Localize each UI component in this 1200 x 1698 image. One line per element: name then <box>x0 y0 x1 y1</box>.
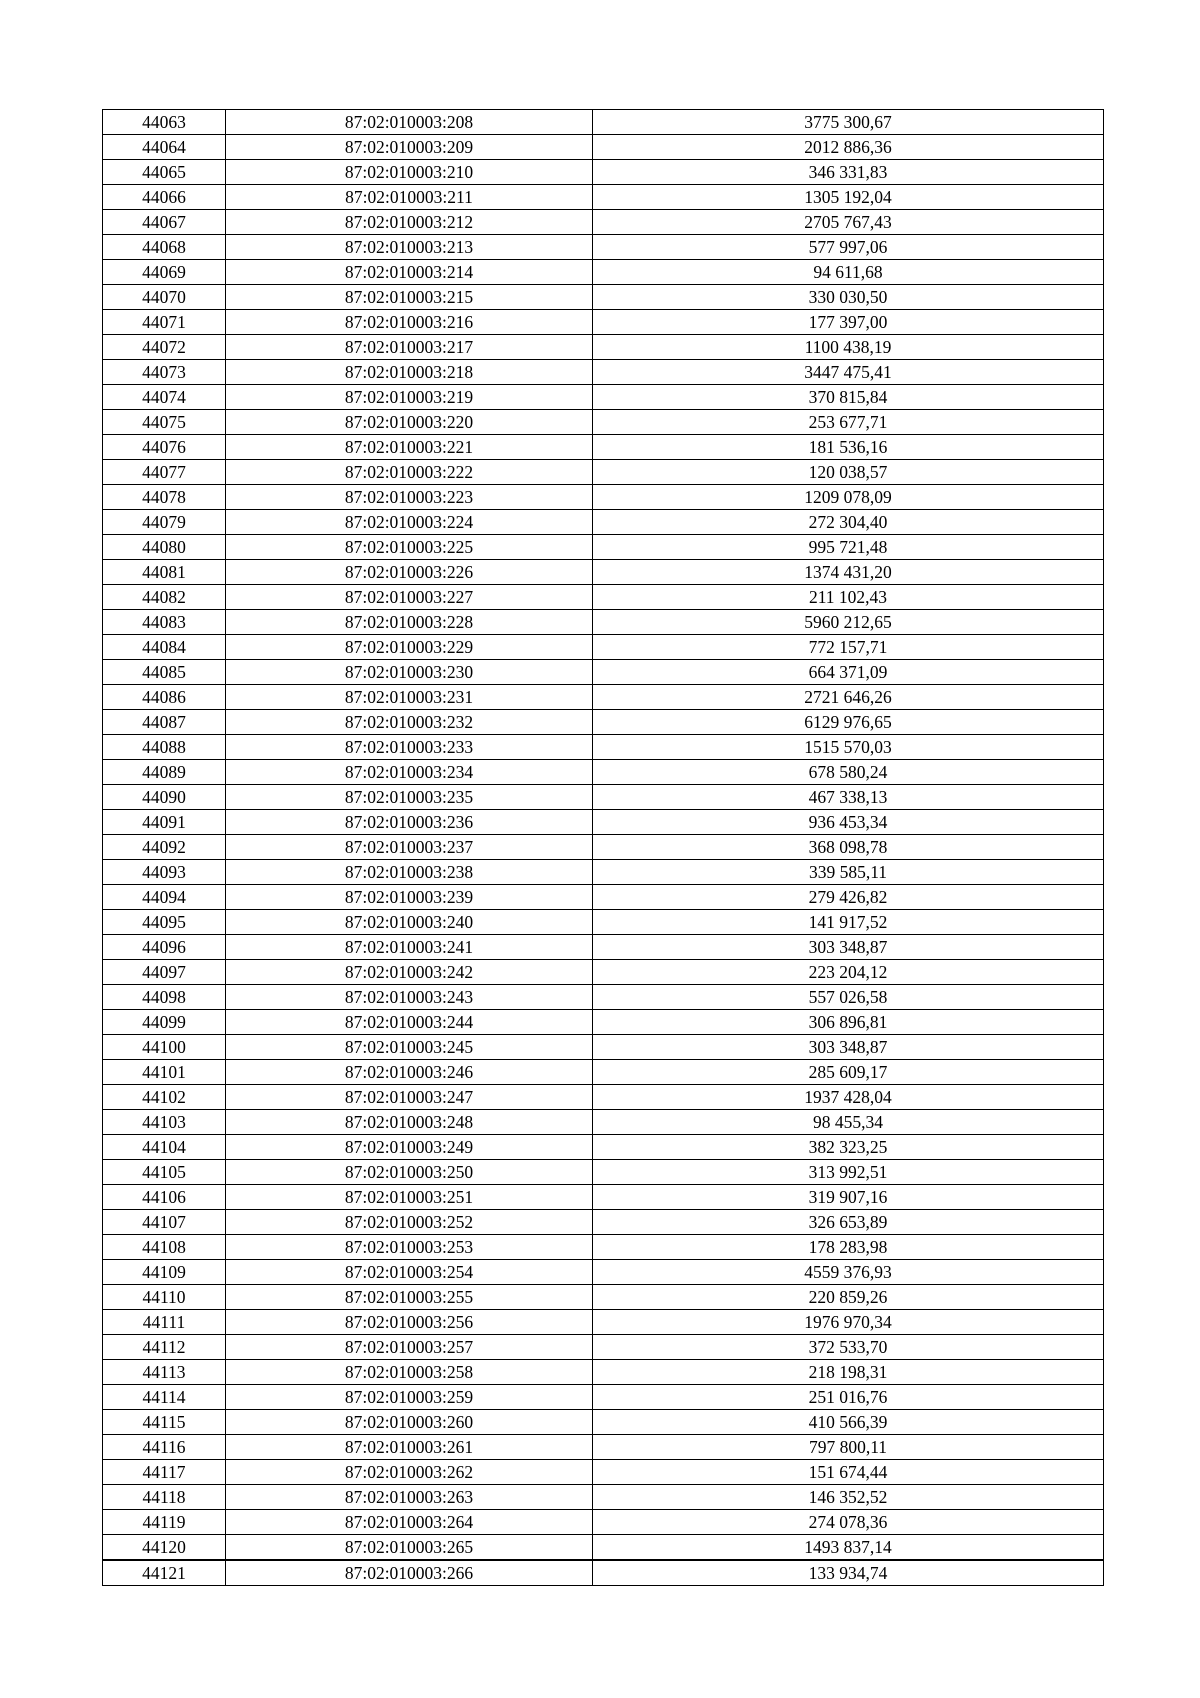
table-row <box>103 210 1104 235</box>
row-number-cell: 44089 <box>103 760 226 785</box>
cadastral-value-cell: 274 078,36 <box>593 1510 1104 1535</box>
table-row <box>103 885 1104 910</box>
cadastral-value-cell: 372 533,70 <box>593 1335 1104 1360</box>
table-row <box>103 1410 1104 1435</box>
cadastral-value-cell: 2721 646,26 <box>593 685 1104 710</box>
row-number-cell: 44068 <box>103 235 226 260</box>
cadastral-value-cell: 279 426,82 <box>593 885 1104 910</box>
table-row <box>103 1385 1104 1410</box>
row-number-cell: 44065 <box>103 160 226 185</box>
row-number-cell: 44074 <box>103 385 226 410</box>
cadastral-value-cell: 330 030,50 <box>593 285 1104 310</box>
cadastral-value-cell: 272 304,40 <box>593 510 1104 535</box>
registry-table <box>102 109 1104 1586</box>
row-number-cell: 44094 <box>103 885 226 910</box>
cadastral-value-cell: 410 566,39 <box>593 1410 1104 1435</box>
table-row <box>103 960 1104 985</box>
cadastral-value-cell: 306 896,81 <box>593 1010 1104 1035</box>
cadastral-number-cell: 87:02:010003:261 <box>226 1435 593 1460</box>
cadastral-value-cell: 178 283,98 <box>593 1235 1104 1260</box>
row-number-cell: 44093 <box>103 860 226 885</box>
table-row <box>103 860 1104 885</box>
table-row <box>103 1110 1104 1135</box>
cadastral-value-cell: 772 157,71 <box>593 635 1104 660</box>
cadastral-value-cell: 1937 428,04 <box>593 1085 1104 1110</box>
cadastral-value-cell: 467 338,13 <box>593 785 1104 810</box>
table-row <box>103 1260 1104 1285</box>
row-number-cell: 44083 <box>103 610 226 635</box>
cadastral-value-cell: 1374 431,20 <box>593 560 1104 585</box>
table-row <box>103 635 1104 660</box>
cadastral-value-cell: 1305 192,04 <box>593 185 1104 210</box>
row-number-cell: 44101 <box>103 1060 226 1085</box>
cadastral-number-cell: 87:02:010003:217 <box>226 335 593 360</box>
cadastral-value-cell: 995 721,48 <box>593 535 1104 560</box>
cadastral-number-cell: 87:02:010003:236 <box>226 810 593 835</box>
cadastral-value-cell: 664 371,09 <box>593 660 1104 685</box>
cadastral-value-cell: 1100 438,19 <box>593 335 1104 360</box>
cadastral-number-cell: 87:02:010003:245 <box>226 1035 593 1060</box>
cadastral-number-cell: 87:02:010003:237 <box>226 835 593 860</box>
table-row <box>103 285 1104 310</box>
cadastral-number-cell: 87:02:010003:214 <box>226 260 593 285</box>
table-row <box>103 435 1104 460</box>
row-number-cell: 44108 <box>103 1235 226 1260</box>
table-row <box>103 835 1104 860</box>
cadastral-number-cell: 87:02:010003:227 <box>226 585 593 610</box>
row-number-cell: 44120 <box>103 1535 226 1561</box>
table-row <box>103 235 1104 260</box>
registry-table-body <box>103 110 1104 1586</box>
cadastral-value-cell: 3447 475,41 <box>593 360 1104 385</box>
cadastral-value-cell: 339 585,11 <box>593 860 1104 885</box>
table-row <box>103 160 1104 185</box>
row-number-cell: 44104 <box>103 1135 226 1160</box>
row-number-cell: 44090 <box>103 785 226 810</box>
row-number-cell: 44075 <box>103 410 226 435</box>
table-row <box>103 1435 1104 1460</box>
cadastral-value-cell: 1515 570,03 <box>593 735 1104 760</box>
cadastral-value-cell: 557 026,58 <box>593 985 1104 1010</box>
table-row <box>103 385 1104 410</box>
table-row <box>103 1010 1104 1035</box>
table-row <box>103 510 1104 535</box>
table-row <box>103 1560 1104 1586</box>
cadastral-value-cell: 368 098,78 <box>593 835 1104 860</box>
row-number-cell: 44069 <box>103 260 226 285</box>
cadastral-number-cell: 87:02:010003:239 <box>226 885 593 910</box>
row-number-cell: 44085 <box>103 660 226 685</box>
table-row <box>103 1310 1104 1335</box>
table-row <box>103 110 1104 135</box>
row-number-cell: 44086 <box>103 685 226 710</box>
row-number-cell: 44115 <box>103 1410 226 1435</box>
cadastral-value-cell: 313 992,51 <box>593 1160 1104 1185</box>
table-row <box>103 810 1104 835</box>
cadastral-number-cell: 87:02:010003:219 <box>226 385 593 410</box>
row-number-cell: 44096 <box>103 935 226 960</box>
row-number-cell: 44082 <box>103 585 226 610</box>
cadastral-number-cell: 87:02:010003:213 <box>226 235 593 260</box>
row-number-cell: 44098 <box>103 985 226 1010</box>
row-number-cell: 44109 <box>103 1260 226 1285</box>
table-row <box>103 1335 1104 1360</box>
row-number-cell: 44067 <box>103 210 226 235</box>
cadastral-number-cell: 87:02:010003:254 <box>226 1260 593 1285</box>
table-row <box>103 1535 1104 1561</box>
row-number-cell: 44070 <box>103 285 226 310</box>
row-number-cell: 44071 <box>103 310 226 335</box>
cadastral-value-cell: 251 016,76 <box>593 1385 1104 1410</box>
row-number-cell: 44119 <box>103 1510 226 1535</box>
cadastral-number-cell: 87:02:010003:208 <box>226 110 593 135</box>
cadastral-number-cell: 87:02:010003:249 <box>226 1135 593 1160</box>
table-row <box>103 1460 1104 1485</box>
cadastral-value-cell: 678 580,24 <box>593 760 1104 785</box>
row-number-cell: 44117 <box>103 1460 226 1485</box>
cadastral-value-cell: 253 677,71 <box>593 410 1104 435</box>
cadastral-number-cell: 87:02:010003:230 <box>226 660 593 685</box>
cadastral-number-cell: 87:02:010003:238 <box>226 860 593 885</box>
table-row <box>103 710 1104 735</box>
cadastral-value-cell: 151 674,44 <box>593 1460 1104 1485</box>
table-row <box>103 1035 1104 1060</box>
cadastral-value-cell: 4559 376,93 <box>593 1260 1104 1285</box>
table-row <box>103 610 1104 635</box>
cadastral-number-cell: 87:02:010003:257 <box>226 1335 593 1360</box>
cadastral-value-cell: 326 653,89 <box>593 1210 1104 1235</box>
cadastral-value-cell: 220 859,26 <box>593 1285 1104 1310</box>
cadastral-value-cell: 936 453,34 <box>593 810 1104 835</box>
cadastral-number-cell: 87:02:010003:225 <box>226 535 593 560</box>
table-row <box>103 1060 1104 1085</box>
row-number-cell: 44112 <box>103 1335 226 1360</box>
table-row <box>103 1185 1104 1210</box>
cadastral-number-cell: 87:02:010003:215 <box>226 285 593 310</box>
table-row <box>103 335 1104 360</box>
row-number-cell: 44100 <box>103 1035 226 1060</box>
cadastral-number-cell: 87:02:010003:212 <box>226 210 593 235</box>
cadastral-value-cell: 133 934,74 <box>593 1560 1104 1586</box>
table-row <box>103 1285 1104 1310</box>
cadastral-value-cell: 1976 970,34 <box>593 1310 1104 1335</box>
table-row <box>103 310 1104 335</box>
cadastral-number-cell: 87:02:010003:244 <box>226 1010 593 1035</box>
cadastral-number-cell: 87:02:010003:232 <box>226 710 593 735</box>
cadastral-value-cell: 98 455,34 <box>593 1110 1104 1135</box>
cadastral-number-cell: 87:02:010003:221 <box>226 435 593 460</box>
row-number-cell: 44095 <box>103 910 226 935</box>
cadastral-number-cell: 87:02:010003:248 <box>226 1110 593 1135</box>
cadastral-number-cell: 87:02:010003:253 <box>226 1235 593 1260</box>
row-number-cell: 44081 <box>103 560 226 585</box>
cadastral-number-cell: 87:02:010003:264 <box>226 1510 593 1535</box>
cadastral-value-cell: 2012 886,36 <box>593 135 1104 160</box>
cadastral-value-cell: 211 102,43 <box>593 585 1104 610</box>
cadastral-number-cell: 87:02:010003:224 <box>226 510 593 535</box>
table-row <box>103 535 1104 560</box>
row-number-cell: 44105 <box>103 1160 226 1185</box>
cadastral-number-cell: 87:02:010003:218 <box>226 360 593 385</box>
row-number-cell: 44092 <box>103 835 226 860</box>
row-number-cell: 44073 <box>103 360 226 385</box>
cadastral-value-cell: 2705 767,43 <box>593 210 1104 235</box>
cadastral-number-cell: 87:02:010003:256 <box>226 1310 593 1335</box>
row-number-cell: 44113 <box>103 1360 226 1385</box>
cadastral-number-cell: 87:02:010003:252 <box>226 1210 593 1235</box>
row-number-cell: 44063 <box>103 110 226 135</box>
cadastral-value-cell: 346 331,83 <box>593 160 1104 185</box>
row-number-cell: 44114 <box>103 1385 226 1410</box>
row-number-cell: 44084 <box>103 635 226 660</box>
row-number-cell: 44116 <box>103 1435 226 1460</box>
table-row <box>103 1360 1104 1385</box>
cadastral-number-cell: 87:02:010003:246 <box>226 1060 593 1085</box>
cadastral-value-cell: 146 352,52 <box>593 1485 1104 1510</box>
row-number-cell: 44079 <box>103 510 226 535</box>
cadastral-number-cell: 87:02:010003:222 <box>226 460 593 485</box>
table-row <box>103 560 1104 585</box>
cadastral-number-cell: 87:02:010003:263 <box>226 1485 593 1510</box>
cadastral-number-cell: 87:02:010003:255 <box>226 1285 593 1310</box>
cadastral-value-cell: 177 397,00 <box>593 310 1104 335</box>
row-number-cell: 44064 <box>103 135 226 160</box>
cadastral-value-cell: 285 609,17 <box>593 1060 1104 1085</box>
cadastral-number-cell: 87:02:010003:223 <box>226 485 593 510</box>
row-number-cell: 44110 <box>103 1285 226 1310</box>
table-row <box>103 935 1104 960</box>
cadastral-number-cell: 87:02:010003:258 <box>226 1360 593 1385</box>
cadastral-number-cell: 87:02:010003:247 <box>226 1085 593 1110</box>
cadastral-value-cell: 797 800,11 <box>593 1435 1104 1460</box>
cadastral-number-cell: 87:02:010003:210 <box>226 160 593 185</box>
cadastral-number-cell: 87:02:010003:211 <box>226 185 593 210</box>
cadastral-number-cell: 87:02:010003:220 <box>226 410 593 435</box>
cadastral-number-cell: 87:02:010003:260 <box>226 1410 593 1435</box>
cadastral-number-cell: 87:02:010003:259 <box>226 1385 593 1410</box>
cadastral-number-cell: 87:02:010003:240 <box>226 910 593 935</box>
table-row <box>103 585 1104 610</box>
cadastral-value-cell: 94 611,68 <box>593 260 1104 285</box>
row-number-cell: 44107 <box>103 1210 226 1235</box>
table-row <box>103 985 1104 1010</box>
cadastral-value-cell: 120 038,57 <box>593 460 1104 485</box>
cadastral-value-cell: 577 997,06 <box>593 235 1104 260</box>
cadastral-value-cell: 5960 212,65 <box>593 610 1104 635</box>
row-number-cell: 44111 <box>103 1310 226 1335</box>
row-number-cell: 44118 <box>103 1485 226 1510</box>
table-row <box>103 910 1104 935</box>
cadastral-value-cell: 319 907,16 <box>593 1185 1104 1210</box>
cadastral-number-cell: 87:02:010003:234 <box>226 760 593 785</box>
cadastral-number-cell: 87:02:010003:228 <box>226 610 593 635</box>
table-row <box>103 735 1104 760</box>
cadastral-number-cell: 87:02:010003:209 <box>226 135 593 160</box>
cadastral-number-cell: 87:02:010003:251 <box>226 1185 593 1210</box>
row-number-cell: 44076 <box>103 435 226 460</box>
table-row <box>103 260 1104 285</box>
table-row <box>103 1085 1104 1110</box>
cadastral-value-cell: 6129 976,65 <box>593 710 1104 735</box>
cadastral-number-cell: 87:02:010003:241 <box>226 935 593 960</box>
cadastral-number-cell: 87:02:010003:229 <box>226 635 593 660</box>
cadastral-value-cell: 141 917,52 <box>593 910 1104 935</box>
row-number-cell: 44087 <box>103 710 226 735</box>
row-number-cell: 44077 <box>103 460 226 485</box>
row-number-cell: 44091 <box>103 810 226 835</box>
cadastral-value-cell: 218 198,31 <box>593 1360 1104 1385</box>
cadastral-value-cell: 3775 300,67 <box>593 110 1104 135</box>
table-row <box>103 460 1104 485</box>
table-row <box>103 1135 1104 1160</box>
cadastral-number-cell: 87:02:010003:226 <box>226 560 593 585</box>
cadastral-number-cell: 87:02:010003:262 <box>226 1460 593 1485</box>
cadastral-value-cell: 1493 837,14 <box>593 1535 1104 1561</box>
cadastral-number-cell: 87:02:010003:243 <box>226 985 593 1010</box>
row-number-cell: 44099 <box>103 1010 226 1035</box>
cadastral-value-cell: 303 348,87 <box>593 1035 1104 1060</box>
table-row <box>103 760 1104 785</box>
cadastral-number-cell: 87:02:010003:242 <box>226 960 593 985</box>
table-row <box>103 360 1104 385</box>
cadastral-number-cell: 87:02:010003:250 <box>226 1160 593 1185</box>
cadastral-value-cell: 181 536,16 <box>593 435 1104 460</box>
row-number-cell: 44072 <box>103 335 226 360</box>
row-number-cell: 44106 <box>103 1185 226 1210</box>
table-row <box>103 660 1104 685</box>
table-row <box>103 1160 1104 1185</box>
row-number-cell: 44066 <box>103 185 226 210</box>
row-number-cell: 44088 <box>103 735 226 760</box>
table-row <box>103 1235 1104 1260</box>
row-number-cell: 44097 <box>103 960 226 985</box>
row-number-cell: 44103 <box>103 1110 226 1135</box>
table-row <box>103 410 1104 435</box>
table-row <box>103 1510 1104 1535</box>
table-row <box>103 485 1104 510</box>
cadastral-value-cell: 1209 078,09 <box>593 485 1104 510</box>
table-row <box>103 1210 1104 1235</box>
table-row <box>103 135 1104 160</box>
cadastral-value-cell: 382 323,25 <box>593 1135 1104 1160</box>
row-number-cell: 44078 <box>103 485 226 510</box>
table-row <box>103 785 1104 810</box>
row-number-cell: 44080 <box>103 535 226 560</box>
cadastral-value-cell: 303 348,87 <box>593 935 1104 960</box>
cadastral-number-cell: 87:02:010003:233 <box>226 735 593 760</box>
cadastral-number-cell: 87:02:010003:216 <box>226 310 593 335</box>
table-row <box>103 685 1104 710</box>
table-row <box>103 185 1104 210</box>
cadastral-number-cell: 87:02:010003:265 <box>226 1535 593 1561</box>
cadastral-number-cell: 87:02:010003:235 <box>226 785 593 810</box>
cadastral-number-cell: 87:02:010003:266 <box>226 1560 593 1586</box>
table-row <box>103 1485 1104 1510</box>
cadastral-value-cell: 223 204,12 <box>593 960 1104 985</box>
row-number-cell: 44121 <box>103 1560 226 1586</box>
cadastral-value-cell: 370 815,84 <box>593 385 1104 410</box>
cadastral-number-cell: 87:02:010003:231 <box>226 685 593 710</box>
row-number-cell: 44102 <box>103 1085 226 1110</box>
